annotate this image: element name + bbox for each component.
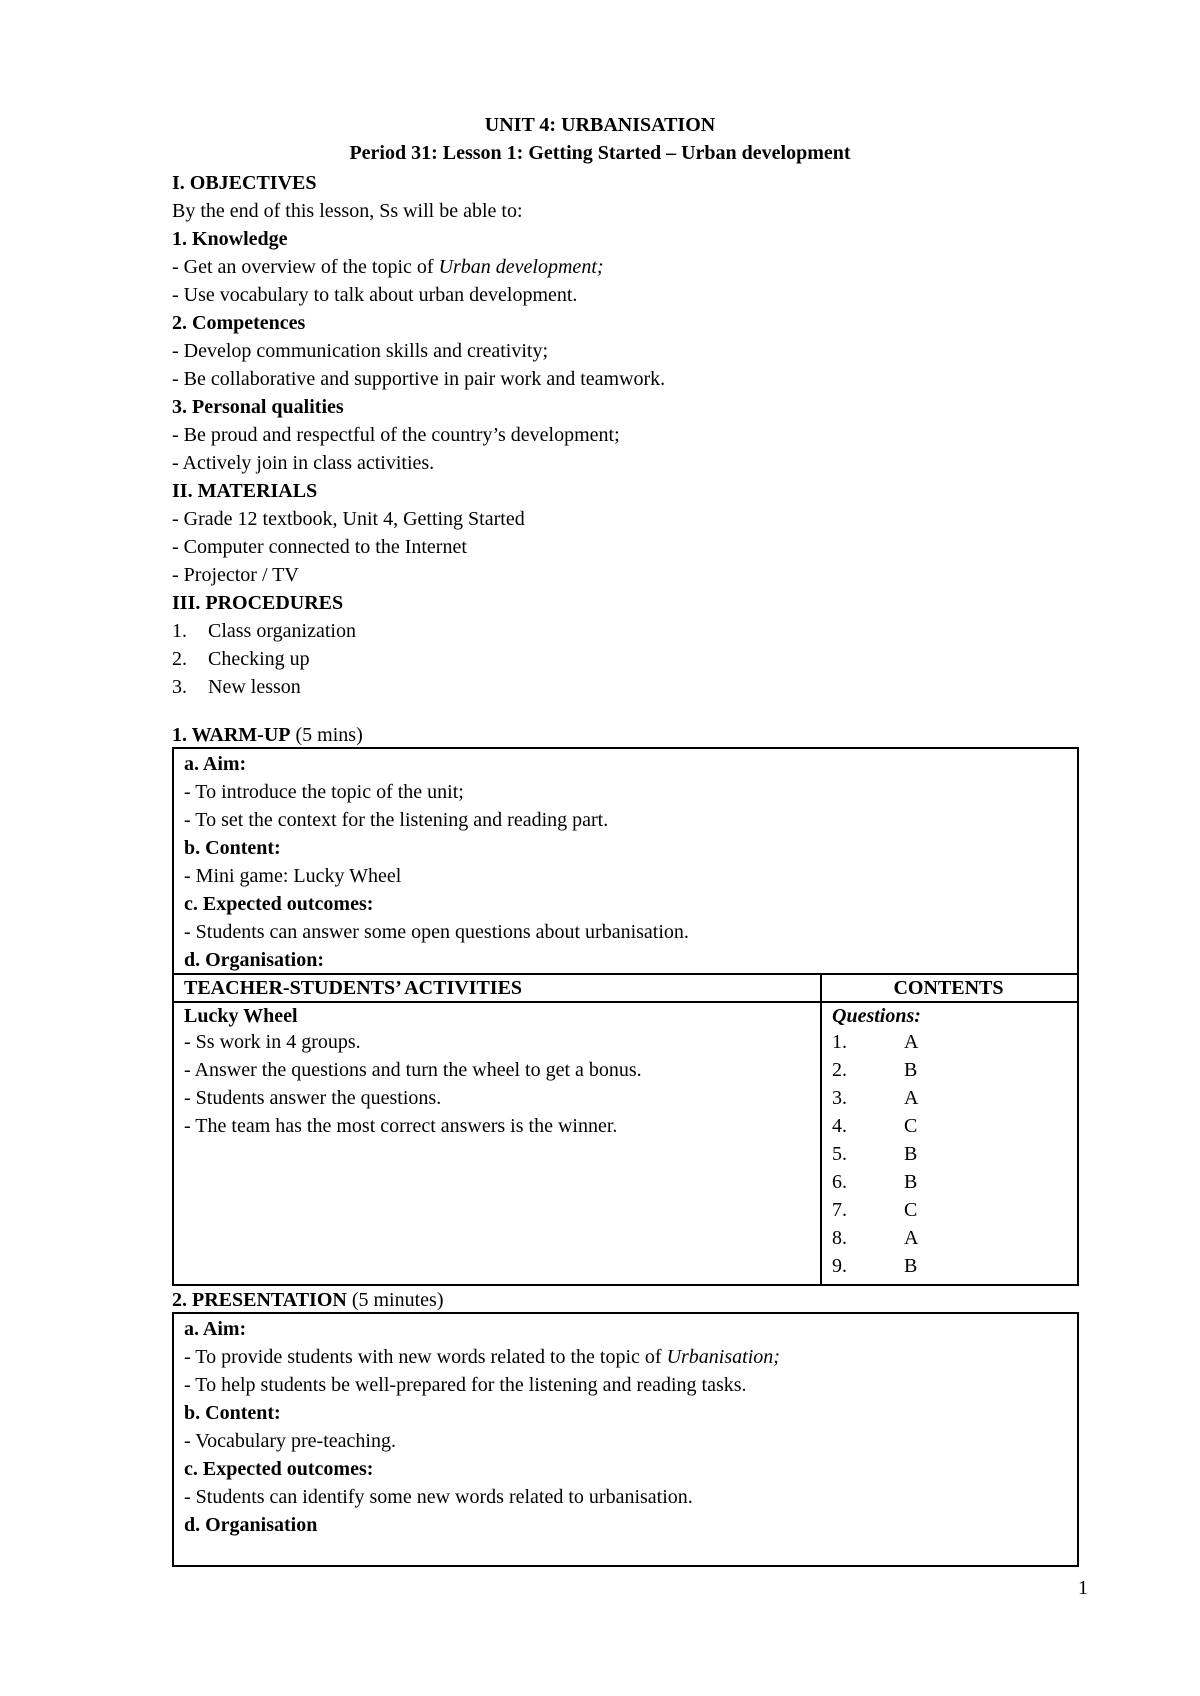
knowledge-item-2: - Use vocabulary to talk about urban development. (172, 284, 578, 306)
procedures-item (172, 646, 310, 672)
warmup-box (172, 747, 1079, 1286)
answer-letter: B (904, 1255, 918, 1277)
procedures-item-label: Checking up (208, 648, 310, 670)
activity-item: - The team has the most correct answers is the winner. (184, 1115, 618, 1137)
answer-letter: A (904, 1087, 919, 1109)
answer-number: 4. (832, 1115, 847, 1137)
procedures-heading: III. PROCEDURES (172, 592, 344, 614)
objectives-intro: By the end of this lesson, Ss will be able to: (172, 200, 523, 222)
warmup-heading (172, 722, 363, 748)
presentation-organisation-heading: d. Organisation (184, 1514, 318, 1536)
answer-letter: C (904, 1199, 918, 1221)
presentation-content-item: - Vocabulary pre-teaching. (184, 1430, 396, 1452)
table-header-contents: CONTENTS (893, 977, 1004, 999)
activity-item: - Ss work in 4 groups. (184, 1031, 361, 1053)
warmup-duration: (5 mins) (290, 724, 363, 746)
knowledge-item-1 (172, 254, 604, 280)
competences-heading: 2. Competences (172, 312, 306, 334)
answer-number: 8. (832, 1227, 847, 1249)
materials-item: - Grade 12 textbook, Unit 4, Getting Started (172, 508, 525, 530)
qualities-item-2: - Actively join in class activities. (172, 452, 435, 474)
activity-item: - Answer the questions and turn the wheel to get a bonus. (184, 1059, 642, 1081)
procedures-item-number: 2. (172, 648, 187, 670)
procedures-item-number: 1. (172, 620, 187, 642)
knowledge-item-1-text: - Get an overview of the topic of (172, 256, 439, 278)
qualities-heading: 3. Personal qualities (172, 396, 344, 418)
procedures-item (172, 618, 356, 644)
answer-letter: B (904, 1143, 918, 1165)
warmup-content-heading: b. Content: (184, 837, 281, 859)
materials-heading: II. MATERIALS (172, 480, 318, 502)
presentation-aim-item-topic: Urbanisation; (666, 1346, 780, 1368)
warmup-organisation-heading: d. Organisation: (184, 949, 325, 971)
answer-number: 3. (832, 1087, 847, 1109)
presentation-outcomes-item: - Students can identify some new words related to urbanisation. (184, 1486, 693, 1508)
competences-item-2: - Be collaborative and supportive in pair work and teamwork. (172, 368, 666, 390)
procedures-item-label: Class organization (208, 620, 356, 642)
answer-number: 1. (832, 1031, 847, 1053)
questions-label: Questions: (832, 1005, 921, 1027)
knowledge-heading: 1. Knowledge (172, 228, 288, 250)
warmup-content-item: - Mini game: Lucky Wheel (184, 865, 402, 887)
warmup-outcomes-heading: c. Expected outcomes: (184, 893, 374, 915)
answer-letter: B (904, 1059, 918, 1081)
table-header-activities: TEACHER-STUDENTS’ ACTIVITIES (184, 977, 523, 999)
presentation-duration: (5 minutes) (346, 1289, 444, 1311)
presentation-aim-item: - To help students be well-prepared for the listening and reading tasks. (184, 1374, 747, 1396)
materials-item: - Computer connected to the Internet (172, 536, 467, 558)
period-title: Period 31: Lesson 1: Getting Started – Urban development (349, 142, 851, 164)
warmup-aim-item: - To set the context for the listening and reading part. (184, 809, 609, 831)
presentation-outcomes-heading: c. Expected outcomes: (184, 1458, 374, 1480)
procedures-item-number: 3. (172, 676, 187, 698)
table-column-divider (820, 973, 822, 1284)
warmup-heading-label: 1. WARM-UP (172, 724, 291, 746)
activity-title: Lucky Wheel (184, 1005, 298, 1027)
presentation-aim-item (184, 1344, 780, 1370)
answer-number: 6. (832, 1171, 847, 1193)
qualities-item-1: - Be proud and respectful of the country’s development; (172, 424, 620, 446)
presentation-box (172, 1312, 1079, 1567)
unit-title: UNIT 4: URBANISATION (484, 114, 716, 136)
activity-item: - Students answer the questions. (184, 1087, 442, 1109)
presentation-aim-item-text: - To provide students with new words related to the topic of (184, 1346, 667, 1368)
presentation-heading-label: 2. PRESENTATION (172, 1289, 347, 1311)
warmup-aim-heading: a. Aim: (184, 753, 247, 775)
knowledge-item-1-topic: Urban development; (438, 256, 604, 278)
procedures-item-label: New lesson (208, 676, 301, 698)
answer-number: 9. (832, 1255, 847, 1277)
page-number: 1 (1078, 1577, 1088, 1599)
competences-item-1: - Develop communication skills and creativity; (172, 340, 549, 362)
answer-number: 7. (832, 1199, 847, 1221)
answer-letter: B (904, 1171, 918, 1193)
materials-item: - Projector / TV (172, 564, 299, 586)
table-header-rule (174, 1001, 1077, 1003)
presentation-content-heading: b. Content: (184, 1402, 281, 1424)
objectives-heading: I. OBJECTIVES (172, 172, 317, 194)
answer-letter: C (904, 1115, 918, 1137)
answer-number: 5. (832, 1143, 847, 1165)
warmup-outcomes-item: - Students can answer some open questions about urbanisation. (184, 921, 689, 943)
presentation-heading (172, 1287, 444, 1313)
answer-letter: A (904, 1227, 919, 1249)
answer-letter: A (904, 1031, 919, 1053)
presentation-aim-heading: a. Aim: (184, 1318, 247, 1340)
answer-number: 2. (832, 1059, 847, 1081)
procedures-item (172, 674, 301, 700)
warmup-aim-item: - To introduce the topic of the unit; (184, 781, 464, 803)
